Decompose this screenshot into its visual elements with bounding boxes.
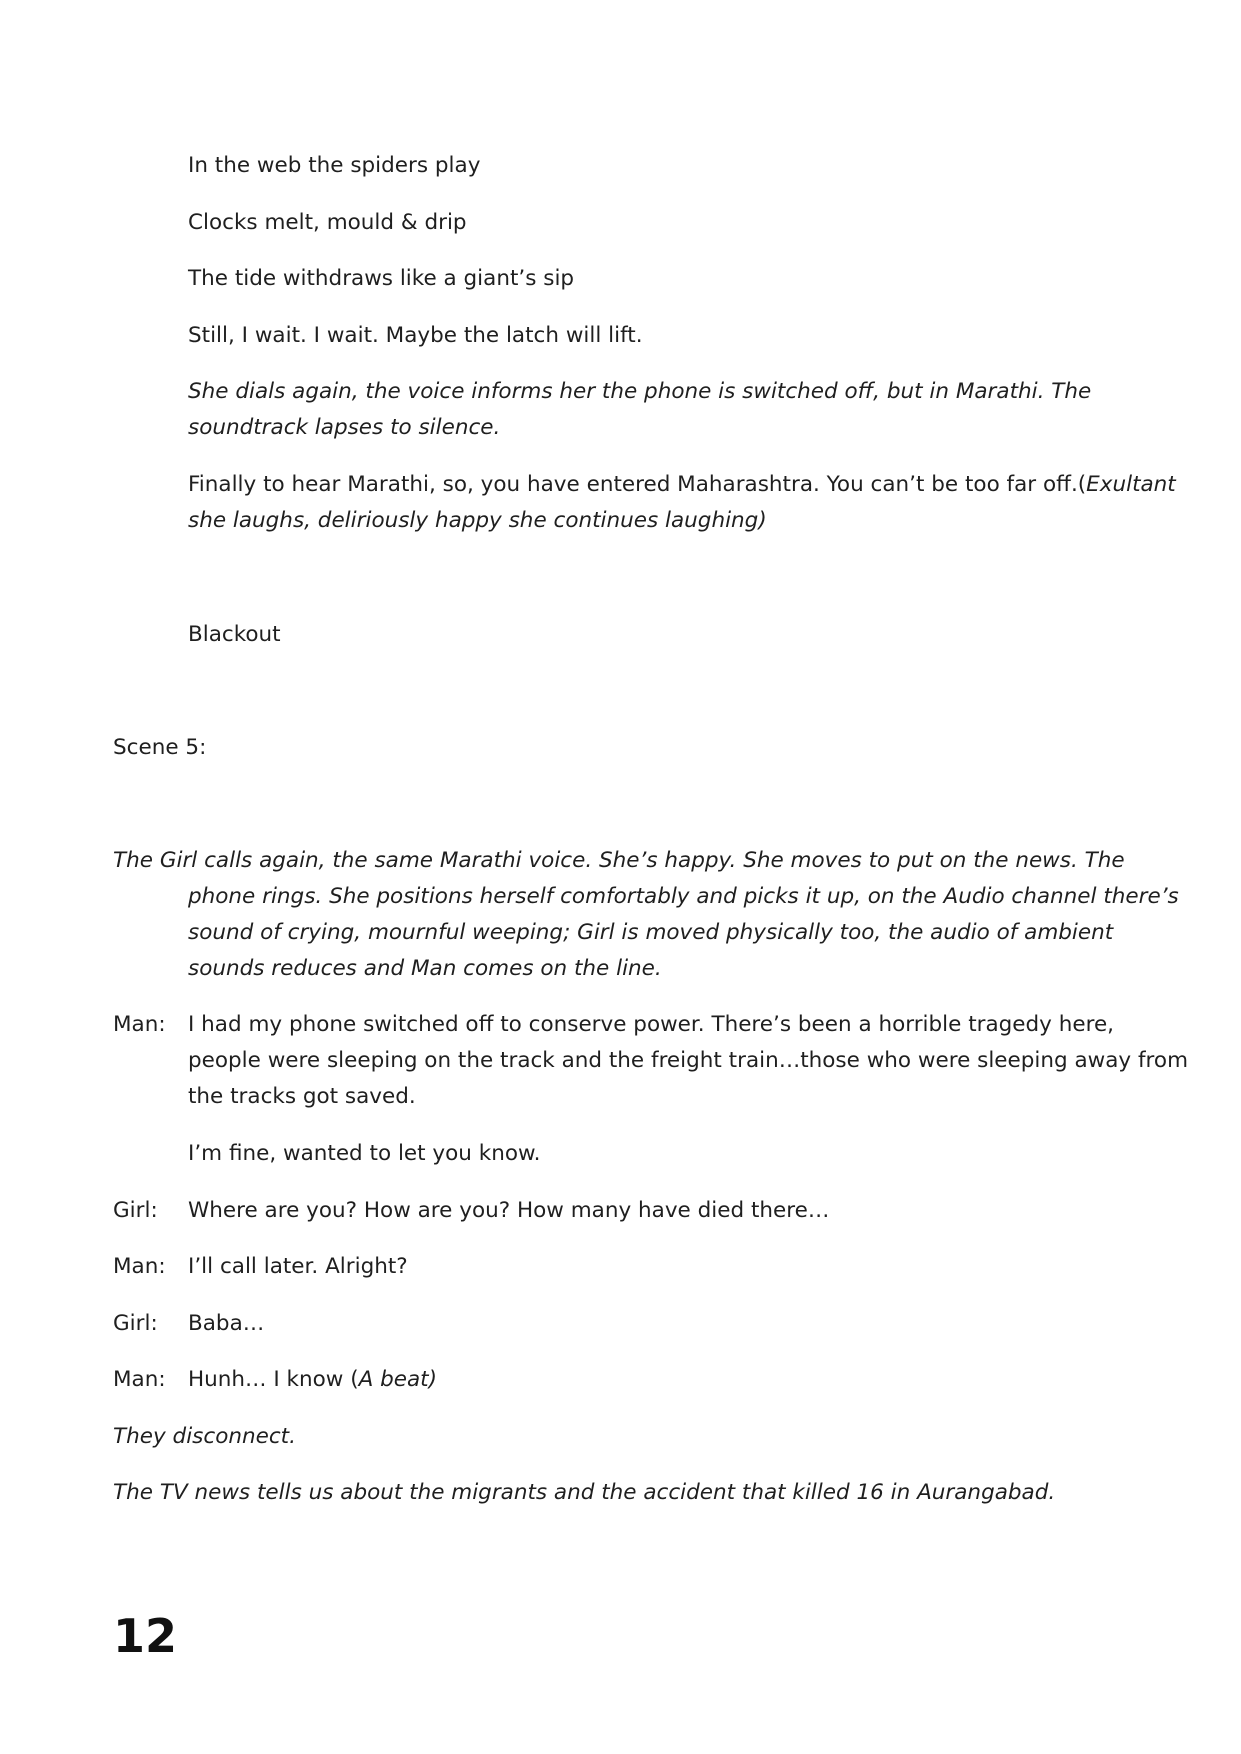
- speech-direction: Exultant: [1086, 472, 1176, 497]
- page-number: 12: [113, 1609, 178, 1663]
- scene-heading: Scene 5:: [113, 735, 207, 760]
- speaker-label: Man:: [113, 1367, 166, 1392]
- poem-line: In the web the spiders play: [188, 153, 481, 178]
- stage-direction-line: phone rings. She positions herself comfortably and picks it up, on the Audio channel there’s: [188, 884, 1179, 909]
- speaker-label: Girl:: [113, 1311, 158, 1336]
- stage-direction-line: soundtrack lapses to silence.: [188, 415, 501, 440]
- stage-direction: They disconnect.: [113, 1424, 296, 1449]
- speech-text: Finally to hear Marathi, so, you have entered Maharashtra. You can’t be too far off.(: [188, 472, 1087, 497]
- speaker-label: Man:: [113, 1254, 166, 1279]
- poem-line: Clocks melt, mould & drip: [188, 210, 467, 235]
- stage-direction-line: sounds reduces and Man comes on the line.: [188, 956, 662, 981]
- speech-line: [188, 467, 1176, 503]
- dialogue-line: Where are you? How are you? How many have died there…: [188, 1198, 830, 1223]
- stage-direction-line: She dials again, the voice informs her the phone is switched off, but in Marathi. The: [188, 379, 1092, 404]
- dialogue-direction: A beat): [358, 1367, 438, 1392]
- dialogue-line: [188, 1362, 437, 1398]
- stage-direction: The TV news tells us about the migrants and the accident that killed 16 in Aurangabad.: [113, 1480, 1056, 1505]
- dialogue-text: Hunh… I know (: [188, 1367, 359, 1392]
- blackout-cue: Blackout: [188, 622, 281, 647]
- poem-line: Still, I wait. I wait. Maybe the latch will lift.: [188, 323, 643, 348]
- dialogue-line: I had my phone switched off to conserve power. There’s been a horrible tragedy here,: [188, 1012, 1115, 1037]
- dialogue-line: I’m fine, wanted to let you know.: [188, 1141, 541, 1166]
- stage-direction-line: The Girl calls again, the same Marathi voice. She’s happy. She moves to put on the news. The: [113, 848, 1125, 873]
- speaker-label: Girl:: [113, 1198, 158, 1223]
- dialogue-line: Baba…: [188, 1311, 265, 1336]
- dialogue-line: the tracks got saved.: [188, 1084, 416, 1109]
- stage-direction-line: sound of crying, mournful weeping; Girl is moved physically too, the audio of ambient: [188, 920, 1114, 945]
- poem-line: The tide withdraws like a giant’s sip: [188, 266, 575, 291]
- dialogue-line: people were sleeping on the track and the freight train…those who were sleeping away from: [188, 1048, 1189, 1073]
- dialogue-line: I’ll call later. Alright?: [188, 1254, 408, 1279]
- speech-direction-line: she laughs, deliriously happy she continues laughing): [188, 508, 767, 533]
- speaker-label: Man:: [113, 1012, 166, 1037]
